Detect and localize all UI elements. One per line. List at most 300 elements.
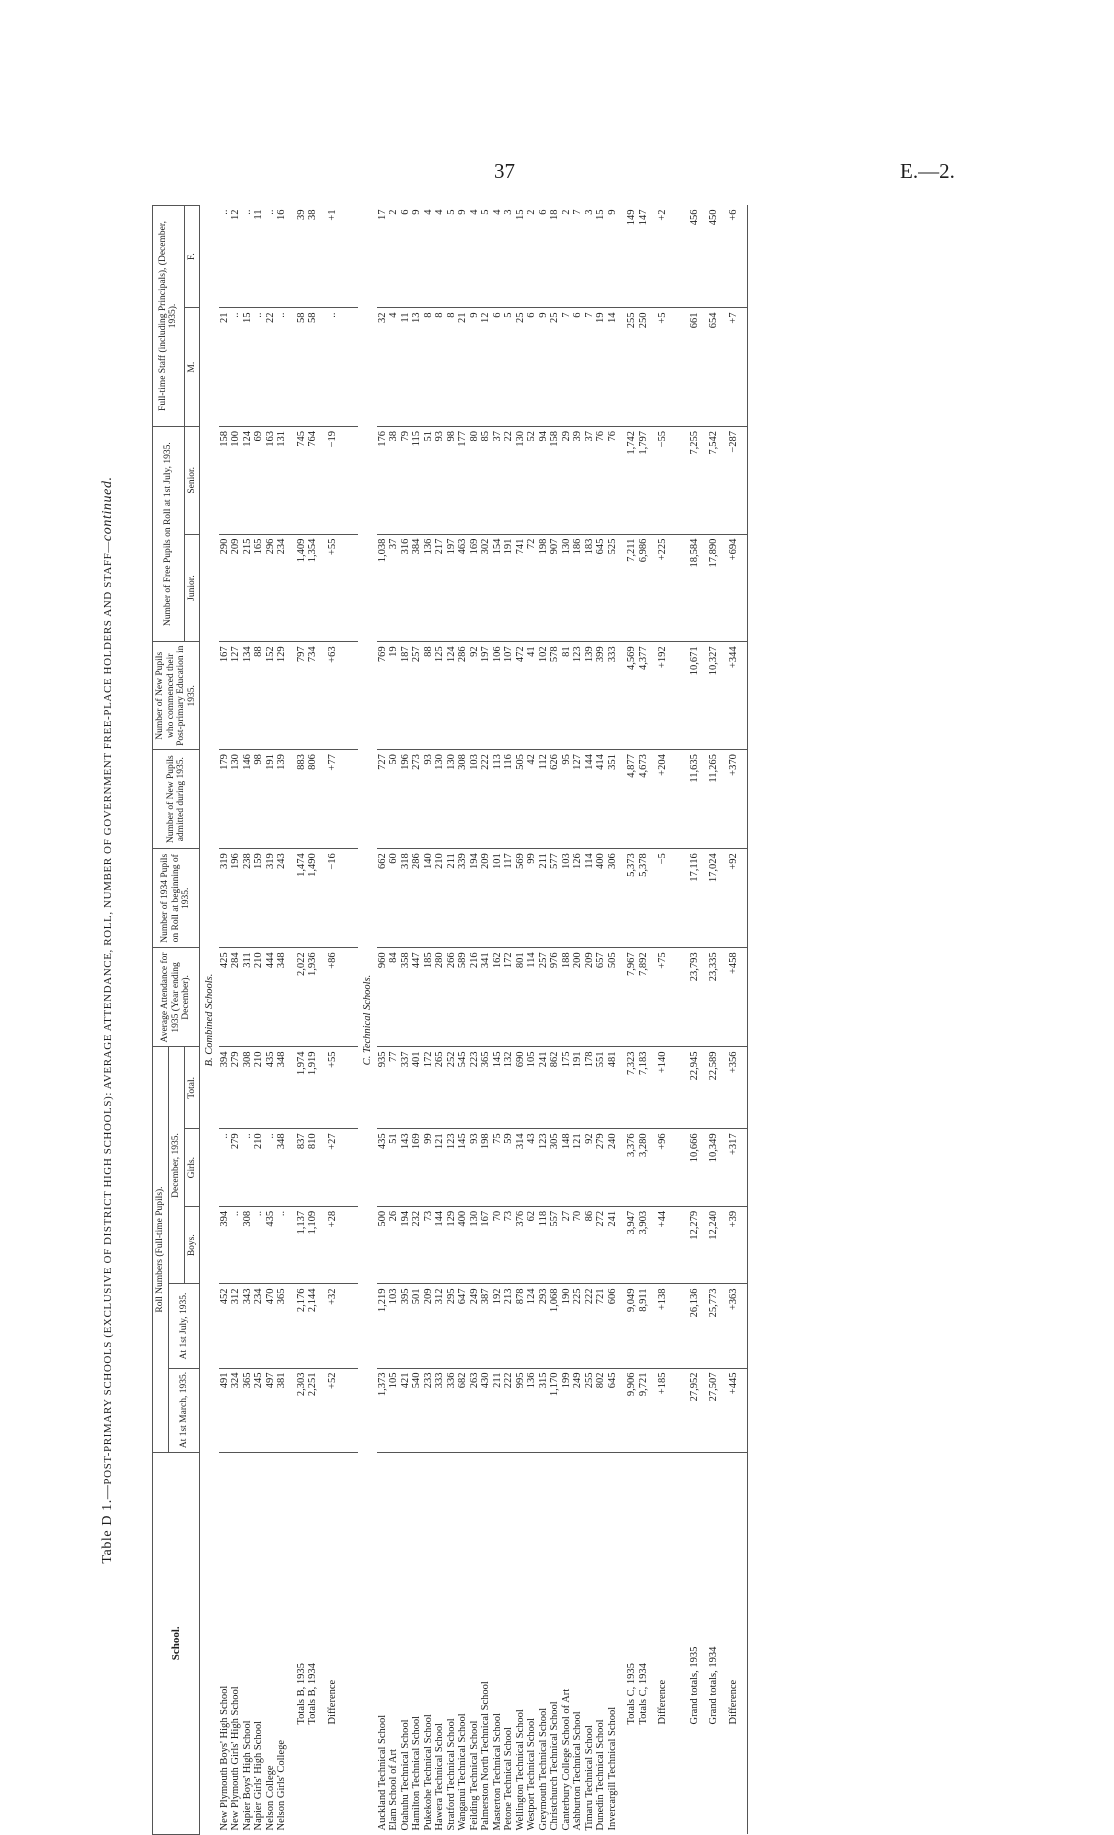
table-cell: 810	[307, 1129, 319, 1207]
table-cell: 136	[526, 1368, 538, 1452]
row-label	[561, 1452, 573, 1834]
table-row	[400, 206, 412, 1835]
table-cell: 146	[242, 750, 254, 849]
table-cell: 26,136	[689, 1284, 701, 1368]
table-cell: 194	[469, 849, 481, 948]
row-label	[572, 1452, 584, 1834]
table-cell: 209	[480, 849, 492, 948]
row-label	[307, 1452, 319, 1834]
header-school: School.	[153, 1452, 200, 1834]
table-cell: 77	[388, 1047, 400, 1129]
table-cell: ..	[253, 308, 265, 427]
table-cell: 414	[595, 750, 607, 849]
table-cell: 343	[242, 1284, 254, 1368]
table-cell: 22,945	[689, 1047, 701, 1129]
table-cell: 249	[469, 1284, 481, 1368]
table-title-prefix: Table D 1.—	[100, 1484, 115, 1564]
table-cell: 70	[492, 1206, 504, 1284]
table-cell: 745	[296, 426, 308, 534]
table-cell: ..	[242, 1129, 254, 1207]
table-cell: 316	[400, 534, 412, 642]
table-body	[200, 206, 748, 1835]
table-cell: 172	[503, 948, 515, 1047]
table-cell: 124	[242, 426, 254, 534]
table-cell: 217	[434, 534, 446, 642]
table-cell: +28	[327, 1206, 339, 1284]
header-male: M.	[184, 308, 200, 427]
table-cell: 1,974	[296, 1047, 308, 1129]
table-cell: 72	[526, 534, 538, 642]
totals-row	[626, 206, 638, 1835]
table-cell: 113	[492, 750, 504, 849]
table-cell: 12,279	[689, 1206, 701, 1284]
spacer-row	[720, 206, 728, 1835]
table-cell: 185	[423, 948, 435, 1047]
table-cell: 234	[276, 534, 288, 642]
table-cell: 38	[388, 426, 400, 534]
table-cell: 163	[265, 426, 277, 534]
table-cell: 9	[457, 206, 469, 308]
table-cell: 387	[480, 1284, 492, 1368]
table-cell: 257	[411, 642, 423, 750]
table-cell: 654	[708, 308, 720, 427]
table-cell: 39	[296, 206, 308, 308]
table-cell: 365	[480, 1047, 492, 1129]
row-label-text: Hamilton Technical School	[411, 1715, 422, 1831]
table-cell: 211	[492, 1368, 504, 1452]
table-cell: 1,936	[307, 948, 319, 1047]
section-title: C. Technical Schools.	[362, 974, 373, 1066]
table-cell: +52	[327, 1368, 339, 1452]
table-row	[446, 206, 458, 1835]
row-label-text: Pukekohe Technical School	[422, 1714, 434, 1831]
table-cell: 266	[446, 948, 458, 1047]
table-row	[584, 206, 596, 1835]
table-row	[265, 206, 277, 1835]
table-cell: +55	[327, 534, 339, 642]
table-cell: 88	[423, 642, 435, 750]
table-cell: ..	[276, 308, 288, 427]
table-cell: 250	[638, 308, 650, 427]
table-cell: 525	[607, 534, 619, 642]
grand-total-row	[728, 206, 740, 1835]
table-cell: ..	[327, 308, 339, 427]
table-cell: 797	[296, 642, 308, 750]
table-cell: 358	[400, 948, 412, 1047]
table-cell: 252	[446, 1047, 458, 1129]
row-label-text: Petone Technical School	[503, 1727, 514, 1831]
spacer-row	[288, 206, 296, 1835]
table-cell: +694	[728, 534, 740, 642]
table-row	[434, 206, 446, 1835]
table-cell: +5	[657, 308, 669, 427]
table-cell: 4	[492, 206, 504, 308]
row-label-text: Ashburton Technical School	[572, 1711, 583, 1831]
table-cell: 976	[549, 948, 561, 1047]
table-cell: 25,773	[708, 1284, 720, 1368]
table-cell: 186	[572, 534, 584, 642]
row-label	[480, 1452, 492, 1834]
table-cell: 103	[561, 849, 573, 948]
row-label	[446, 1452, 458, 1834]
table-cell: 626	[549, 750, 561, 849]
header-attendance: Average Attendance for 1935 (Year ending December).	[153, 948, 200, 1047]
table-cell: 115	[411, 426, 423, 534]
table-cell: 500	[377, 1206, 389, 1284]
table-cell: 88	[253, 642, 265, 750]
table-row	[230, 206, 242, 1835]
table-cell: 216	[469, 948, 481, 1047]
table-cell: 837	[296, 1129, 308, 1207]
table-cell: 59	[503, 1129, 515, 1207]
table-cell: 167	[480, 1206, 492, 1284]
row-label	[469, 1452, 481, 1834]
table-cell: 112	[538, 750, 550, 849]
spacer-row	[338, 206, 358, 1835]
table-cell: 802	[595, 1368, 607, 1452]
table-row	[276, 206, 288, 1835]
table-cell: 38	[307, 206, 319, 308]
table-row	[538, 206, 550, 1835]
table-cell: 93	[434, 426, 446, 534]
table-cell: 456	[689, 206, 701, 308]
table-cell: 209	[423, 1284, 435, 1368]
table-cell: 102	[538, 642, 550, 750]
table-cell: 801	[515, 948, 527, 1047]
table-cell: 39	[572, 426, 584, 534]
table-cell: 13	[411, 308, 423, 427]
header-staff: Full-time Staff (including Principals), (December, 1935).	[153, 206, 185, 427]
table-cell: ..	[253, 1206, 265, 1284]
table-cell: 682	[457, 1368, 469, 1452]
table-cell: 106	[492, 642, 504, 750]
table-cell: 210	[253, 1129, 265, 1207]
section-title: B. Combined Schools.	[204, 973, 215, 1067]
table-cell: +317	[728, 1129, 740, 1207]
table-cell: +27	[327, 1129, 339, 1207]
table-row	[595, 206, 607, 1835]
statistics-table	[152, 205, 748, 1835]
table-cell: 2	[526, 206, 538, 308]
table-cell: 58	[307, 308, 319, 427]
table-cell: 589	[457, 948, 469, 1047]
row-label	[657, 1452, 669, 1834]
table-cell: 197	[446, 534, 458, 642]
row-label	[595, 1452, 607, 1834]
table-cell: 341	[480, 948, 492, 1047]
table-cell: 257	[538, 948, 550, 1047]
table-cell: 148	[561, 1129, 573, 1207]
table-row	[549, 206, 561, 1835]
table-cell: 365	[242, 1368, 254, 1452]
table-row	[377, 206, 389, 1835]
table-cell: 76	[607, 426, 619, 534]
table-cell: 98	[446, 426, 458, 534]
table-row	[526, 206, 538, 1835]
table-cell: 2,176	[296, 1284, 308, 1368]
table-cell: 7,211	[626, 534, 638, 642]
table-cell: 662	[377, 849, 389, 948]
table-cell: 273	[411, 750, 423, 849]
table-cell: 81	[561, 642, 573, 750]
table-cell: 348	[276, 1047, 288, 1129]
table-cell: 22	[265, 308, 277, 427]
table-cell: 1,170	[549, 1368, 561, 1452]
table-cell: 93	[469, 1129, 481, 1207]
table-cell: +1	[327, 206, 339, 308]
table-cell: 215	[242, 534, 254, 642]
table-cell: 225	[572, 1284, 584, 1368]
table-cell: 540	[411, 1368, 423, 1452]
table-cell: 551	[595, 1047, 607, 1129]
table-cell: 265	[434, 1047, 446, 1129]
table-cell: 394	[219, 1047, 231, 1129]
table-cell: 308	[242, 1047, 254, 1129]
table-cell: 11,635	[689, 750, 701, 849]
table-row	[607, 206, 619, 1835]
table-cell: +77	[327, 750, 339, 849]
table-cell: 124	[526, 1284, 538, 1368]
table-title	[98, 205, 146, 1835]
row-label	[400, 1452, 412, 1834]
table-cell: 167	[219, 642, 231, 750]
table-cell: 114	[526, 948, 538, 1047]
table-cell: 9,721	[638, 1368, 650, 1452]
row-label	[689, 1452, 701, 1834]
table-cell: 935	[377, 1047, 389, 1129]
row-label-text: Masterton Technical School	[491, 1713, 503, 1831]
table-cell: 196	[400, 750, 412, 849]
table-cell: 5,378	[638, 849, 650, 948]
table-row	[515, 206, 527, 1835]
table-cell: ..	[265, 1129, 277, 1207]
table-cell: 213	[503, 1284, 515, 1368]
table-cell: 279	[230, 1129, 242, 1207]
row-label-text: Grand totals, 1934	[708, 1646, 719, 1725]
table-cell: +192	[657, 642, 669, 750]
table-cell: 190	[561, 1284, 573, 1368]
table-row	[469, 206, 481, 1835]
table-cell: 41	[526, 642, 538, 750]
table-cell: 6	[492, 308, 504, 427]
table-cell: 4,569	[626, 642, 638, 750]
row-label-text: Christchurch Technical School	[549, 1701, 560, 1831]
row-label-text: Hawera Technical School	[434, 1722, 445, 1831]
table-cell: 3,947	[626, 1206, 638, 1284]
table-cell: 348	[276, 1129, 288, 1207]
table-cell: 222	[503, 1368, 515, 1452]
table-cell: 333	[607, 642, 619, 750]
table-cell: 348	[276, 948, 288, 1047]
table-row	[561, 206, 573, 1835]
row-label-text: Totals C, 1935	[626, 1663, 637, 1725]
header-total: Total.	[184, 1047, 200, 1129]
table-cell: 131	[276, 426, 288, 534]
table-cell: 11	[400, 308, 412, 427]
table-cell: 14	[607, 308, 619, 427]
row-label-text: Difference	[326, 1679, 338, 1725]
table-cell: +63	[327, 642, 339, 750]
table-cell: 101	[492, 849, 504, 948]
table-cell: 175	[561, 1047, 573, 1129]
table-cell: 661	[689, 308, 701, 427]
table-cell: 862	[549, 1047, 561, 1129]
table-cell: 501	[411, 1284, 423, 1368]
row-label	[538, 1452, 550, 1834]
table-cell: 557	[549, 1206, 561, 1284]
table-row	[457, 206, 469, 1835]
row-label	[584, 1452, 596, 1834]
table-cell: 139	[276, 750, 288, 849]
table-cell: 425	[219, 948, 231, 1047]
table-cell: 124	[446, 642, 458, 750]
table-cell: 19	[388, 642, 400, 750]
row-label-text: Canterbury College School of Art	[560, 1688, 572, 1831]
row-label-text: Difference	[657, 1679, 668, 1725]
header-march: At 1st March, 1935.	[168, 1368, 200, 1452]
table-cell: 463	[457, 534, 469, 642]
table-cell: 130	[561, 534, 573, 642]
table-cell: 995	[515, 1368, 527, 1452]
table-cell: 279	[230, 1047, 242, 1129]
table-cell: 140	[423, 849, 435, 948]
table-cell: 290	[219, 534, 231, 642]
table-row	[423, 206, 435, 1835]
table-cell: 12	[230, 206, 242, 308]
table-cell: 85	[480, 426, 492, 534]
difference-row	[657, 206, 669, 1835]
table-row	[503, 206, 515, 1835]
table-cell: 127	[572, 750, 584, 849]
table-cell: 144	[584, 750, 596, 849]
table-cell: 103	[469, 750, 481, 849]
table-cell: 7	[572, 206, 584, 308]
table-cell: 690	[515, 1047, 527, 1129]
header-1934-pupils: Number of 1934 Pupils on Roll at beginning of 1935.	[153, 849, 200, 948]
table-cell: 187	[400, 642, 412, 750]
table-cell: 222	[480, 750, 492, 849]
table-cell: 1,109	[307, 1206, 319, 1284]
row-label-text: Greymouth Technical School	[537, 1707, 549, 1831]
table-cell: 240	[607, 1129, 619, 1207]
table-cell: +2	[657, 206, 669, 308]
table-cell: 17,890	[708, 534, 720, 642]
table-cell: +445	[728, 1368, 740, 1452]
table-cell: 134	[242, 642, 254, 750]
table-cell: 365	[276, 1284, 288, 1368]
table-cell: 444	[265, 948, 277, 1047]
spacer-row	[319, 206, 327, 1835]
table-cell: 29	[561, 426, 573, 534]
table-cell: 960	[377, 948, 389, 1047]
table-cell: 308	[242, 1206, 254, 1284]
row-label-text: Nelson Girls' College	[276, 1739, 287, 1831]
table-cell: 18	[549, 206, 561, 308]
table-cell: 209	[230, 534, 242, 642]
row-label	[457, 1452, 469, 1834]
row-label-text: Napier Boys' High School	[241, 1720, 253, 1831]
table-cell: 158	[219, 426, 231, 534]
table-cell: 22,589	[708, 1047, 720, 1129]
table-cell: 4	[423, 206, 435, 308]
table-cell: 27,507	[708, 1368, 720, 1452]
table-cell: 70	[572, 1206, 584, 1284]
table-cell: +344	[728, 642, 740, 750]
table-row	[242, 206, 254, 1835]
table-cell: 293	[538, 1284, 550, 1368]
row-label	[503, 1452, 515, 1834]
table-cell: 95	[561, 750, 573, 849]
table-cell: 4	[469, 206, 481, 308]
table-cell: 80	[469, 426, 481, 534]
table-cell: 11,265	[708, 750, 720, 849]
header-girls: Girls.	[184, 1129, 200, 1207]
table-cell: ..	[219, 1129, 231, 1207]
table-cell: 159	[253, 849, 265, 948]
row-label	[276, 1452, 288, 1834]
table-cell: 211	[446, 849, 458, 948]
table-cell: 333	[434, 1368, 446, 1452]
table-cell: 243	[276, 849, 288, 948]
table-cell: 130	[515, 426, 527, 534]
table-cell: 26	[388, 1206, 400, 1284]
row-label	[253, 1452, 265, 1834]
table-cell: 42	[526, 750, 538, 849]
table-cell: 172	[423, 1047, 435, 1129]
table-cell: 105	[388, 1368, 400, 1452]
table-cell: 3,280	[638, 1129, 650, 1207]
table-cell: 7,255	[689, 426, 701, 534]
table-cell: 545	[457, 1047, 469, 1129]
row-label	[515, 1452, 527, 1834]
table-cell: 158	[549, 426, 561, 534]
table-cell: ..	[230, 1206, 242, 1284]
row-label-text: Timaru Technical School	[583, 1725, 595, 1831]
table-cell: 394	[219, 1206, 231, 1284]
table-cell: 3	[503, 206, 515, 308]
section-heading-row	[200, 206, 219, 1835]
row-label	[388, 1452, 400, 1834]
table-cell: 130	[446, 750, 458, 849]
table-row	[480, 206, 492, 1835]
table-cell: 58	[296, 308, 308, 427]
table-cell: 21	[219, 308, 231, 427]
table-cell: 17,024	[708, 849, 720, 948]
table-cell: 210	[253, 948, 265, 1047]
table-cell: 657	[595, 948, 607, 1047]
table-cell: 1,742	[626, 426, 638, 534]
table-cell: 721	[595, 1284, 607, 1368]
table-cell: 314	[515, 1129, 527, 1207]
table-cell: 2,022	[296, 948, 308, 1047]
table-cell: 7,183	[638, 1047, 650, 1129]
row-label-text: Totals B, 1934	[307, 1663, 318, 1725]
table-cell: 241	[607, 1206, 619, 1284]
table-cell: 145	[492, 1047, 504, 1129]
table-cell: 62	[526, 1206, 538, 1284]
table-cell: 169	[411, 1129, 423, 1207]
table-cell: 75	[492, 1129, 504, 1207]
table-cell: 188	[561, 948, 573, 1047]
table-cell: 907	[549, 534, 561, 642]
table-cell: 103	[388, 1284, 400, 1368]
table-cell: 37	[584, 426, 596, 534]
table-cell: 435	[265, 1047, 277, 1129]
table-cell: 209	[584, 948, 596, 1047]
table-cell: 727	[377, 750, 389, 849]
table-cell: +96	[657, 1129, 669, 1207]
table-cell: 17	[377, 206, 389, 308]
